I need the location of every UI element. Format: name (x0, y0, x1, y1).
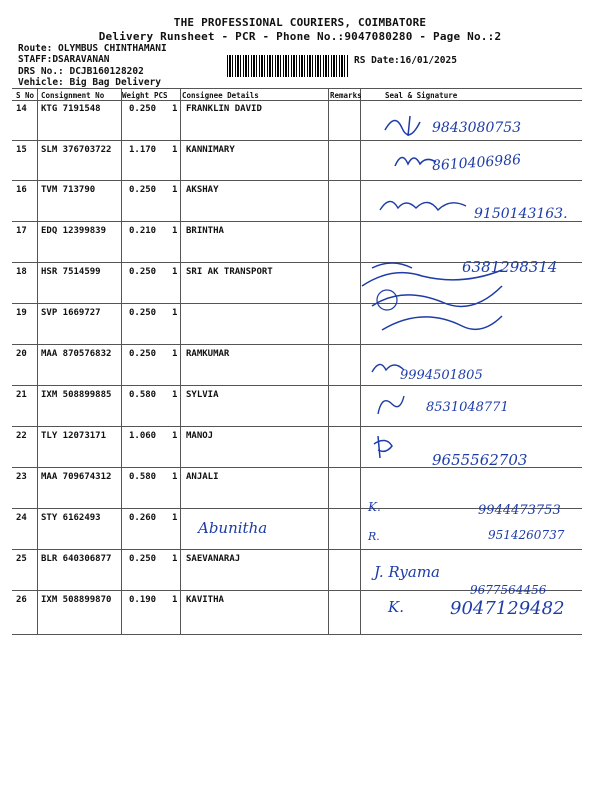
cell-sno: 23 (16, 472, 27, 482)
cell-weight: 0.250 (129, 554, 157, 564)
staff-label: STAFF:DSARAVANAN (18, 54, 110, 65)
cell-consignee: MANOJ (186, 431, 214, 441)
sig-name-26: K. (388, 598, 404, 616)
cell-sno: 15 (16, 145, 27, 155)
sig-phone-14: 9843080753 (432, 120, 522, 136)
cell-sno: 14 (16, 104, 27, 114)
cell-consignee: SYLVIA (186, 390, 219, 400)
cell-consignee: AKSHAY (186, 185, 219, 195)
cell-consignee: BRINTHA (186, 226, 224, 236)
cell-consignee: SAEVANARAJ (186, 554, 241, 564)
table-row (0, 390, 600, 431)
cell-sno: 18 (16, 267, 27, 277)
cell-consignment: SLM 376703722 (41, 145, 112, 155)
sig-phone-24: 9944473753 (478, 503, 561, 518)
cell-sno: 26 (16, 595, 27, 605)
cell-sno: 22 (16, 431, 27, 441)
cell-weight: 0.580 (129, 390, 157, 400)
cell-consignment: MAA 709674312 (41, 472, 112, 482)
cell-consignment: TVM 713790 (41, 185, 96, 195)
runsheet-subtitle: Delivery Runsheet - PCR - Phone No.:9047080280 - Page No.:2 (98, 30, 502, 43)
cell-weight: 0.210 (129, 226, 157, 236)
cell-consignment: TLY 12073171 (41, 431, 107, 441)
sig-phone-22: 9655562703 (432, 451, 528, 469)
sig-name-25: R. (368, 530, 380, 543)
table-top-border (12, 88, 582, 89)
col-header-sno: S No (16, 91, 35, 100)
cell-pcs: 1 (172, 390, 178, 400)
cell-pcs: 1 (172, 267, 178, 277)
signature-scribble (372, 390, 408, 420)
cell-weight: 0.580 (129, 472, 157, 482)
sig-phone-16: 9150143163. (474, 206, 568, 222)
cell-pcs: 1 (172, 513, 178, 523)
col-header-consignment: Consignment No (41, 91, 105, 100)
col-header-remarks: Remarks (330, 91, 362, 100)
sig-phone-25: 9514260737 (488, 528, 565, 542)
cell-consignment: BLR 640306877 (41, 554, 112, 564)
col-header-pcs: PCS (154, 91, 168, 100)
sig-phone-18: 6381298314 (462, 258, 558, 276)
sig-phone-15: 8610406986 (431, 151, 522, 175)
cell-sno: 16 (16, 185, 27, 195)
barcode (227, 55, 349, 77)
route-label: Route: OLYMBUS CHINTHAMANI (18, 43, 167, 54)
cell-pcs: 1 (172, 472, 178, 482)
cell-pcs: 1 (172, 185, 178, 195)
sig-phone-26: 9047129482 (450, 598, 565, 619)
cell-consignee: FRANKLIN DAVID (186, 104, 262, 114)
sig-phone-21: 8531048771 (426, 400, 509, 415)
cell-pcs: 1 (172, 308, 178, 318)
col-header-weight: Weight (122, 91, 150, 100)
rs-date: RS Date:16/01/2025 (354, 55, 457, 66)
signature-scribble (376, 192, 476, 218)
drs-label: DRS No.: DCJB160128202 (18, 66, 144, 77)
sig-name-25b: J. Ryama (374, 563, 440, 581)
cell-consignment: EDQ 12399839 (41, 226, 107, 236)
cell-sno: 24 (16, 513, 27, 523)
cell-consignment: HSR 7514599 (41, 267, 101, 277)
cell-sno: 17 (16, 226, 27, 236)
cell-pcs: 1 (172, 145, 178, 155)
cell-consignment: SVP 1669727 (41, 308, 101, 318)
cell-pcs: 1 (172, 595, 178, 605)
cell-consignee: KAVITHA (186, 595, 224, 605)
cell-consignee: SRI AK TRANSPORT (186, 267, 273, 277)
cell-pcs: 1 (172, 349, 178, 359)
cell-pcs: 1 (172, 104, 178, 114)
cell-weight: 1.170 (129, 145, 157, 155)
sig-phone-25b: 9677564456 (470, 583, 547, 597)
cell-sno: 19 (16, 308, 27, 318)
cell-consignment: IXM 508899885 (41, 390, 112, 400)
cell-consignment: MAA 870576832 (41, 349, 112, 359)
cell-consignment: STY 6162493 (41, 513, 101, 523)
table-row (0, 349, 600, 390)
header-bottom-border (12, 100, 582, 101)
cell-consignee: RAMKUMAR (186, 349, 230, 359)
cell-weight: 0.250 (129, 267, 157, 277)
cell-weight: 0.250 (129, 349, 157, 359)
cell-weight: 0.250 (129, 104, 157, 114)
vehicle-label: Vehicle: Big Bag Delivery (18, 77, 161, 88)
cell-pcs: 1 (172, 226, 178, 236)
sig-name-24: K. (368, 500, 381, 514)
cell-sno: 25 (16, 554, 27, 564)
signature-scribble (370, 432, 400, 462)
signature-scribble (380, 110, 440, 140)
cell-consignee: KANNIMARY (186, 145, 235, 155)
col-header-consignee: Consignee Details (182, 91, 259, 100)
cell-weight: 1.060 (129, 431, 157, 441)
cell-weight: 0.250 (129, 185, 157, 195)
cell-weight: 0.190 (129, 595, 157, 605)
cell-consignment: KTG 7191548 (41, 104, 101, 114)
company-title: THE PROFESSIONAL COURIERS, COIMBATORE (173, 16, 427, 29)
cell-sno: 21 (16, 390, 27, 400)
remark-24: Abunitha (198, 519, 268, 537)
cell-pcs: 1 (172, 554, 178, 564)
cell-consignee: ANJALI (186, 472, 219, 482)
cell-weight: 0.250 (129, 308, 157, 318)
sig-phone-20: 9994501805 (400, 368, 483, 383)
col-header-signature: Seal & Signature (385, 91, 458, 100)
cell-consignment: IXM 508899870 (41, 595, 112, 605)
cell-sno: 20 (16, 349, 27, 359)
cell-weight: 0.260 (129, 513, 157, 523)
cell-pcs: 1 (172, 431, 178, 441)
